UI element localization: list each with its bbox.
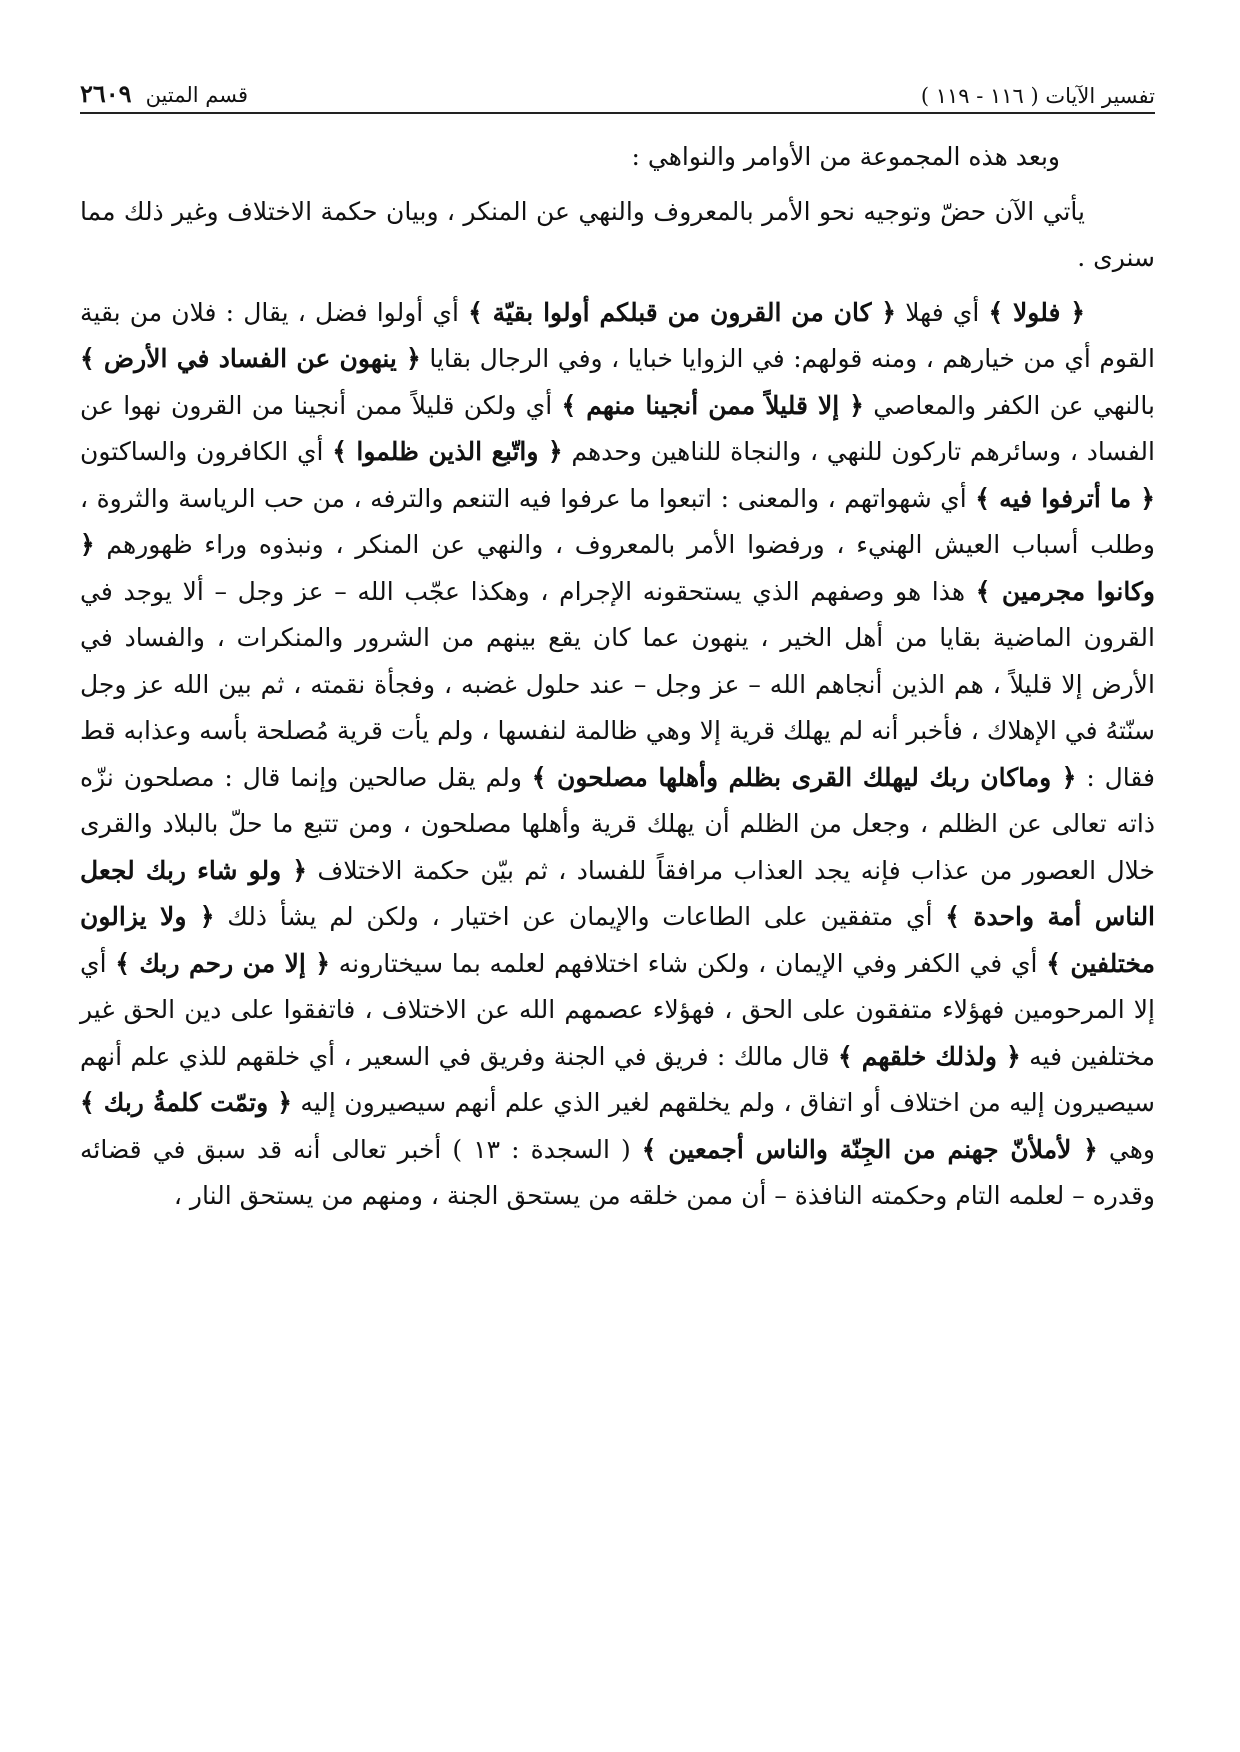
running-header (80, 62, 1155, 114)
quran-phrase: ﴿ كان من القرون من قبلكم أولوا بقيّة ﴾ (468, 297, 897, 327)
quran-phrase: ﴿ فلولا ﴾ (988, 297, 1085, 327)
intro-paragraph: يأتي الآن حضّ وتوجيه نحو الأمر بالمعروف والنهي عن المنكر ، وبيان حكمة الاختلاف وغير ذلك مما سنرى . (80, 196, 1155, 272)
commentary-text: أي فهلا (896, 297, 989, 327)
header-book: قسم المتين (145, 83, 249, 107)
document-page (80, 62, 1155, 1702)
commentary-text: أي شهواتهم ، والمعنى : اتبعوا ما عرفوا فيه التنعم والترفه ، من حب الرياسة والثروة ، وطلب أسباب العيش الهنيء ، ورفضوا الأمر بالمعروف ، والنهي عن المنكر ، ونبذوه وراء ظهورهم (80, 483, 1155, 559)
quran-phrase: ﴿ وماكان ربك ليهلك القرى بظلم وأهلها مصلحون ﴾ (531, 762, 1077, 792)
commentary-text: أي ولكن قليلاً ممن أنجينا من القرون نهوا عن الفساد ، وسائرهم تاركون للنهي ، والنجاة للناهين وحدهم (80, 390, 1155, 466)
quran-phrase: ﴿ إلا من رحم ربك ﴾ (115, 948, 330, 978)
page-body (80, 134, 1155, 1220)
commentary-text: أي في الكفر وفي الإيمان ، ولكن شاء اختلافهم لعلمه بما سيختارونه (329, 948, 1047, 978)
commentary-text: أي الكافرون والساكتون (80, 437, 333, 466)
commentary-text: هذا هو وصفهم الذي يستحقونه الإجرام ، وهكذا عجّب الله – عز وجل – ألا يوجد في القرون الماضية بقايا من أهل الخير ، ينهون عما كان يقع بينهم من الشرور والمنكرات ، والفساد في الأرض إلا قليلاً ، هم الذين أنجاهم الله – عز وجل – عند حلول غضبه ، وفجأة نقمته ، ثم بين الله عز وجل سنّتهُ في الإهلاك ، فأخبر أنه لم يهلك قرية إلا وهي ظالمة لنفسها ، ولم يأت قرية مُصلحة بأسه وعذابه قط فقال : (80, 576, 1155, 792)
commentary-text: ( السجدة : ١٣ ) أخبر تعالى أنه قد سبق في قضائه وقدره – لعلمه التام وحكمته النافذة – أن ممن خلقه من يستحق الجنة ، ومنهم من يستحق النار ، (80, 1134, 1155, 1210)
page-number: ٢٦٠٩ (80, 79, 132, 108)
tafsir-paragraph (80, 290, 1155, 1220)
quran-phrase: ﴿ لأملأنّ جهنم من الجِنّة والناس أجمعين ﴾ (641, 1134, 1098, 1164)
commentary-text: ولم يقل صالحين وإنما قال : مصلحون نزّه ذاته تعالى عن الظلم ، وجعل من الظلم أن يهلك قرية وأهلها مصلحون ، ومن تتبع ما حلّ بالبلاد والقرى خلال العصور من عذاب فإنه يجد العذاب مرافقاً للفساد ، ثم بيّن حكمة الاختلاف (80, 762, 1155, 885)
commentary-text: وهي (1097, 1134, 1156, 1164)
quran-phrase: ﴿ واتّبع الذين ظلموا ﴾ (332, 437, 563, 466)
commentary-text: بالنهي عن الكفر والمعاصي (863, 390, 1155, 420)
quran-phrase: ﴿ وتمّت كلمةُ ربك ﴾ (80, 1088, 292, 1117)
commentary-text: أي متفقين على الطاعات والإيمان عن اختيار ، ولكن لم يشأ ذلك (214, 902, 946, 931)
quran-phrase: ﴿ ولو شاء ربك لجعل الناس أمة واحدة ﴾ (80, 855, 1156, 931)
header-book-and-page (80, 79, 248, 108)
commentary-text: قال مالك : فريق في الجنة وفريق في السعير ، أي خلقهم للذي علم أنهم سيصيرون إليه من اختلاف أو اتفاق ، ولم يخلقهم لغير الذي علم أنهم سيصيرون إليه (80, 1041, 1155, 1117)
quran-phrase: ﴿ ولذلك خلقهم ﴾ (837, 1041, 1021, 1071)
quran-phrase: ﴿ ولا يزالون مختلفين ﴾ (80, 902, 1155, 978)
quran-phrase: ﴿ ما أترفوا فيه ﴾ (975, 483, 1156, 513)
commentary-text: أي أولوا فضل ، يقال : فلان من بقية القوم أي من خيارهم ، ومنه قولهم: في الزوايا خبايا ، وفي الرجال بقايا (80, 297, 1155, 373)
commentary-text: أي إلا المرحومين فهؤلاء متفقون على الحق ، فهؤلاء عصمهم الله عن الاختلاف ، فاتفقوا على دين الحق غير مختلفين فيه (80, 948, 1155, 1071)
header-title: تفسير الآيات ( ١١٦ - ١١٩ ) (920, 84, 1155, 108)
quran-phrase: ﴿ إلا قليلاً ممن أنجينا منهم ﴾ (561, 390, 864, 420)
quran-phrase: ﴿ وكانوا مجرمين ﴾ (80, 530, 1155, 606)
quran-phrase: ﴿ ينهون عن الفساد في الأرض ﴾ (80, 344, 421, 373)
intro-line: وبعد هذه المجموعة من الأوامر والنواهي : (631, 142, 1060, 171)
